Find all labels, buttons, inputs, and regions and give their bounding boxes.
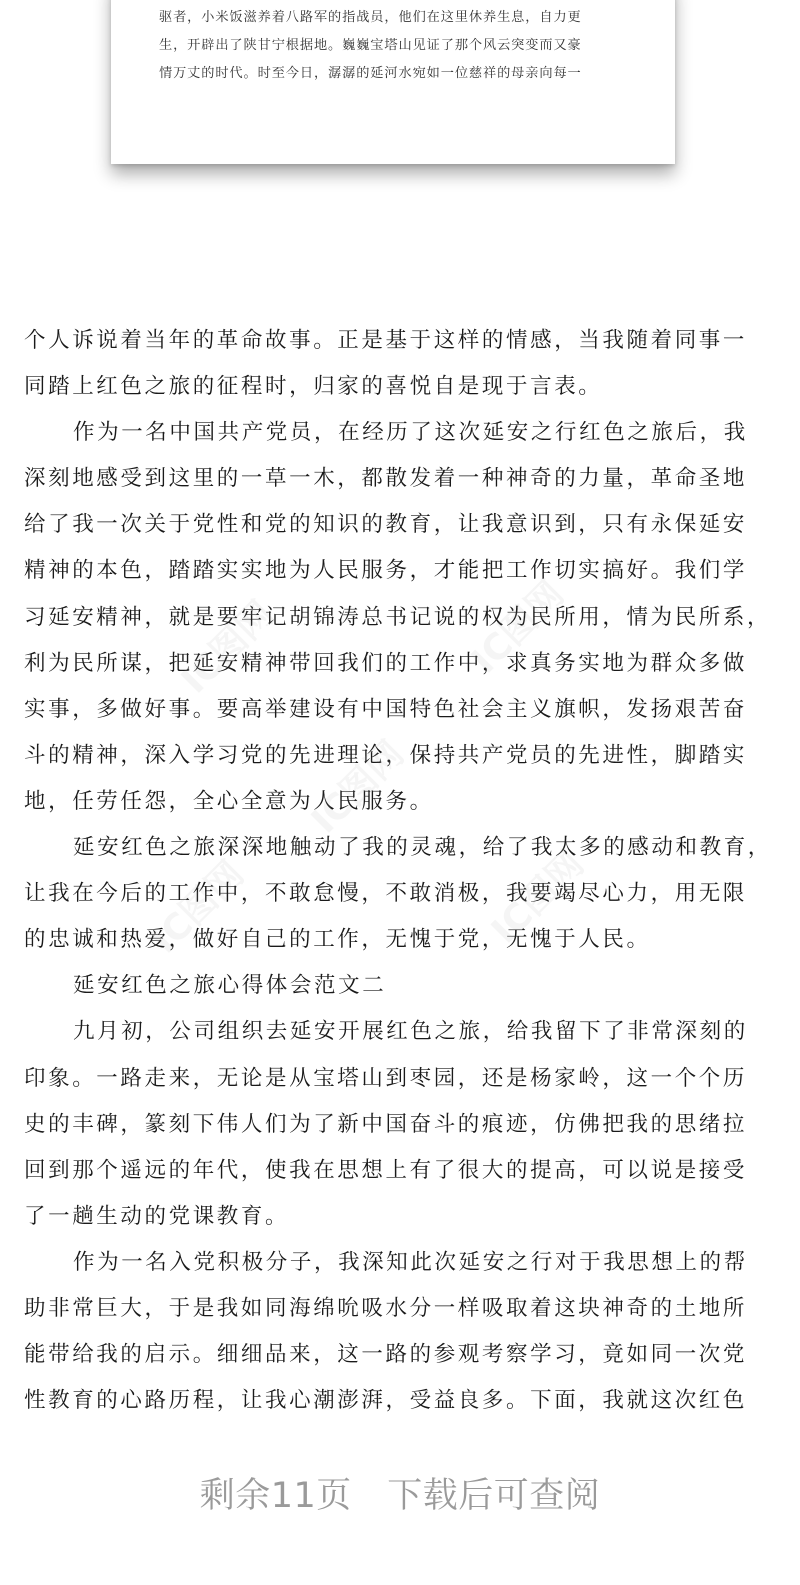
body-line: 了一趟生动的党课教育。 (24, 1203, 290, 1229)
section-heading: 延安红色之旅心得体会范文二 (73, 973, 387, 999)
body-line: 斗的精神，深入学习党的先进理论，保持共产党员的先进性，脚踏实 (24, 742, 748, 768)
body-line: 地，任劳任怨，全心全意为人民服务。 (24, 788, 434, 814)
remaining-pages-notice: 剩余11页 下载后可查阅 (199, 1476, 601, 1516)
body-line: 习延安精神，就是要牢记胡锦涛总书记说的权为民所用，情为民所系， (24, 604, 772, 630)
body-line: 的忠诚和热爱，做好自己的工作，无愧于党，无愧于人民。 (24, 927, 651, 953)
body-line: 精神的本色，踏踏实实地为人民服务，才能把工作切实搞好。我们学 (24, 558, 748, 584)
body-line: 让我在今后的工作中，不敢怠慢，不敢消极，我要竭尽心力，用无限 (24, 881, 748, 907)
body-line: 史的丰碑，篆刻下伟人们为了新中国奋斗的痕迹，仿佛把我的思绪拉 (24, 1111, 748, 1137)
body-line: 个人诉说着当年的革命故事。正是基于这样的情感，当我随着同事一 (24, 328, 748, 353)
preview-line: 情万丈的时代。时至今日，潺潺的延河水宛如一位慈祥的母亲向每一 (159, 66, 582, 81)
preview-page-card (111, 0, 675, 164)
document-body (24, 318, 776, 1424)
watermark-text: IC图网 (304, 733, 413, 842)
body-line: 回到那个遥远的年代，使我在思想上有了很大的提高，可以说是接受 (24, 1157, 748, 1183)
body-line: 深刻地感受到这里的一草一木，都散发着一种神奇的力量，革命圣地 (24, 466, 748, 492)
body-line: 助非常巨大，于是我如同海绵吮吸水分一样吸取着这块神奇的土地所 (24, 1295, 748, 1321)
paragraph-start-line: 作为一名入党积极分子，我深知此次延安之行对于我思想上的帮 (73, 1249, 748, 1275)
paragraph-start-line: 延安红色之旅深深地触动了我的灵魂，给了我太多的感动和教育， (73, 835, 772, 861)
watermark-text: IC图网 (464, 573, 573, 682)
body-line: 性教育的心路历程，让我心潮澎湃，受益良多。下面，我就这次红色 (24, 1388, 748, 1414)
paragraph-start-line: 作为一名中国共产党员，在经历了这次延安之行红色之旅后，我 (73, 420, 748, 446)
watermark-text: IC图网 (484, 843, 593, 952)
preview-line: 生，开辟出了陕甘宁根据地。巍巍宝塔山见证了那个风云突变而又豪 (159, 38, 582, 53)
body-line: 同踏上红色之旅的征程时，归家的喜悦自是现于言表。 (24, 374, 603, 400)
watermark-text: IC图网 (174, 593, 283, 702)
watermark-text: IC图网 (144, 853, 253, 962)
body-line: 实事，多做好事。要高举建设有中国特色社会主义旗帜，发扬艰苦奋 (24, 696, 748, 722)
body-line: 印象。一路走来，无论是从宝塔山到枣园，还是杨家岭，这一个个历 (24, 1065, 748, 1091)
preview-line: 驱者，小米饭滋养着八路军的指战员，他们在这里休养生息，自力更 (159, 10, 582, 25)
preview-page-text (159, 4, 629, 88)
body-line: 能带给我的启示。细细品来，这一路的参观考察学习，竟如同一次党 (24, 1342, 748, 1368)
body-line: 给了我一次关于党性和党的知识的教育，让我意识到，只有永保延安 (24, 512, 748, 538)
paragraph-start-line: 九月初，公司组织去延安开展红色之旅，给我留下了非常深刻的 (73, 1019, 748, 1045)
body-line: 利为民所谋，把延安精神带回我们的工作中，求真务实地为群众多做 (24, 650, 748, 676)
